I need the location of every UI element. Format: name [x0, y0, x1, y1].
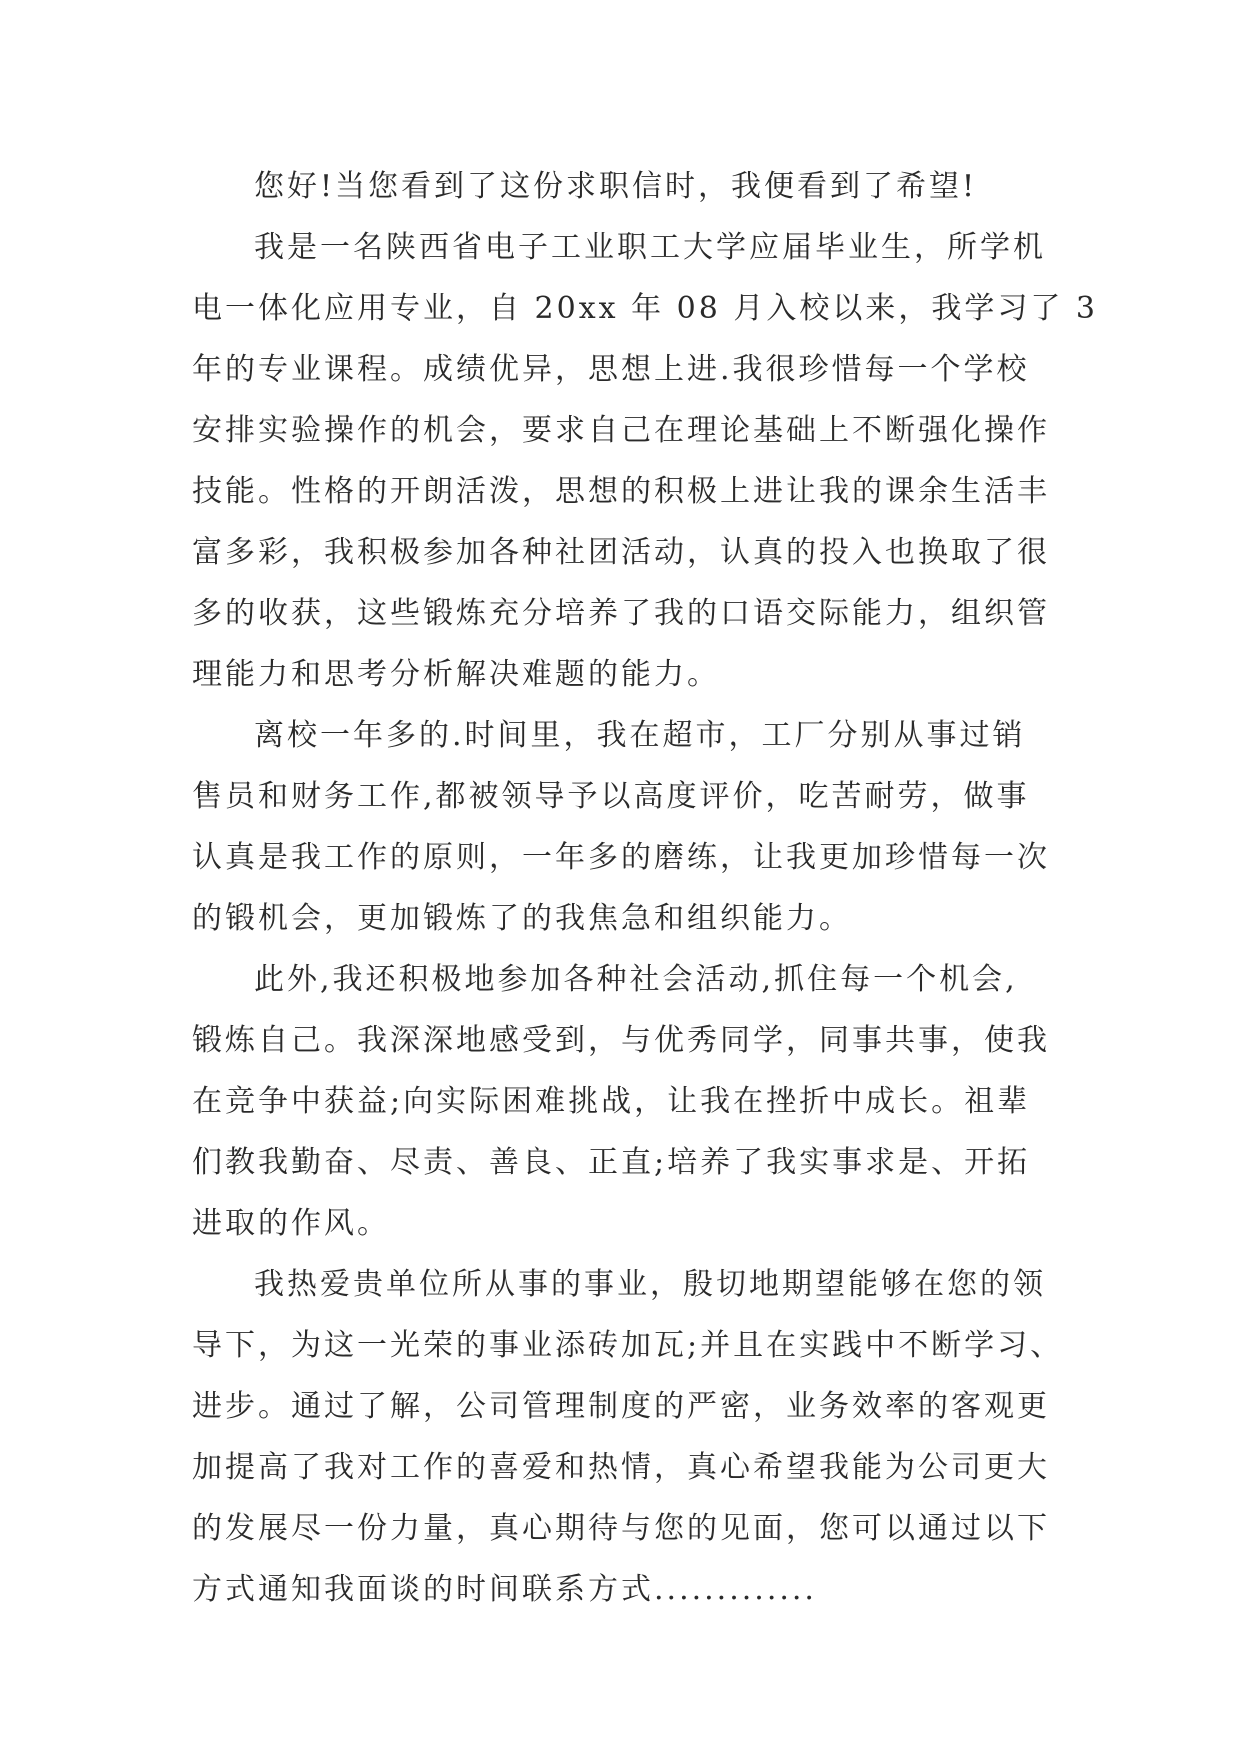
line-paragraph-4: 进步。通过了解，公司管理制度的严密，业务效率的客观更	[192, 1389, 1050, 1424]
line-paragraph-3: 们教我勤奋、尽责、善良、正直;培养了我实事求是、开拓	[192, 1145, 1031, 1180]
line-paragraph-1: 电一体化应用专业，自 20xx 年 08 月入校以来，我学习了 3	[192, 291, 1098, 326]
line-paragraph-2: 售员和财务工作,都被领导予以高度评价，吃苦耐劳，做事	[192, 779, 1030, 814]
line-paragraph-4: 的发展尽一份力量，真心期待与您的见面，您可以通过以下	[192, 1511, 1050, 1546]
line-paragraph-1: 我是一名陕西省电子工业职工大学应届毕业生，所学机	[254, 230, 1046, 265]
line-paragraph-3: 在竞争中获益;向实际困难挑战，让我在挫折中成长。祖辈	[192, 1084, 1031, 1119]
line-paragraph-2: 的锻机会，更加锻炼了的我焦急和组织能力。	[192, 901, 852, 936]
line-paragraph-4: 方式通知我面谈的时间联系方式.............	[192, 1572, 817, 1607]
line-paragraph-1: 富多彩，我积极参加各种社团活动，认真的投入也换取了很	[192, 535, 1050, 570]
line-paragraph-1: 安排实验操作的机会，要求自己在理论基础上不断强化操作	[192, 413, 1050, 448]
line-paragraph-2: 认真是我工作的原则，一年多的磨练，让我更加珍惜每一次	[192, 840, 1050, 875]
line-paragraph-4: 我热爱贵单位所从事的事业，殷切地期望能够在您的领	[254, 1267, 1046, 1302]
line-paragraph-4: 加提高了我对工作的喜爱和热情，真心希望我能为公司更大	[192, 1450, 1050, 1485]
line-paragraph-1: 理能力和思考分析解决难题的能力。	[192, 657, 720, 692]
line-greeting: 您好!当您看到了这份求职信时，我便看到了希望!	[254, 169, 978, 204]
line-paragraph-4: 导下，为这一光荣的事业添砖加瓦;并且在实践中不断学习、	[192, 1328, 1064, 1363]
line-paragraph-3: 此外,我还积极地参加各种社会活动,抓住每一个机会,	[254, 962, 1018, 997]
line-paragraph-1: 多的收获，这些锻炼充分培养了我的口语交际能力，组织管	[192, 596, 1050, 631]
line-paragraph-3: 进取的作风。	[192, 1206, 390, 1241]
line-paragraph-1: 技能。性格的开朗活泼，思想的积极上进让我的课余生活丰	[192, 474, 1050, 509]
line-paragraph-1: 年的专业课程。成绩优异，思想上进.我很珍惜每一个学校	[192, 352, 1030, 387]
line-paragraph-3: 锻炼自己。我深深地感受到，与优秀同学，同事共事，使我	[192, 1023, 1050, 1058]
line-paragraph-2: 离校一年多的.时间里，我在超市，工厂分别从事过销	[254, 718, 1026, 753]
letter-body	[192, 156, 1098, 1620]
